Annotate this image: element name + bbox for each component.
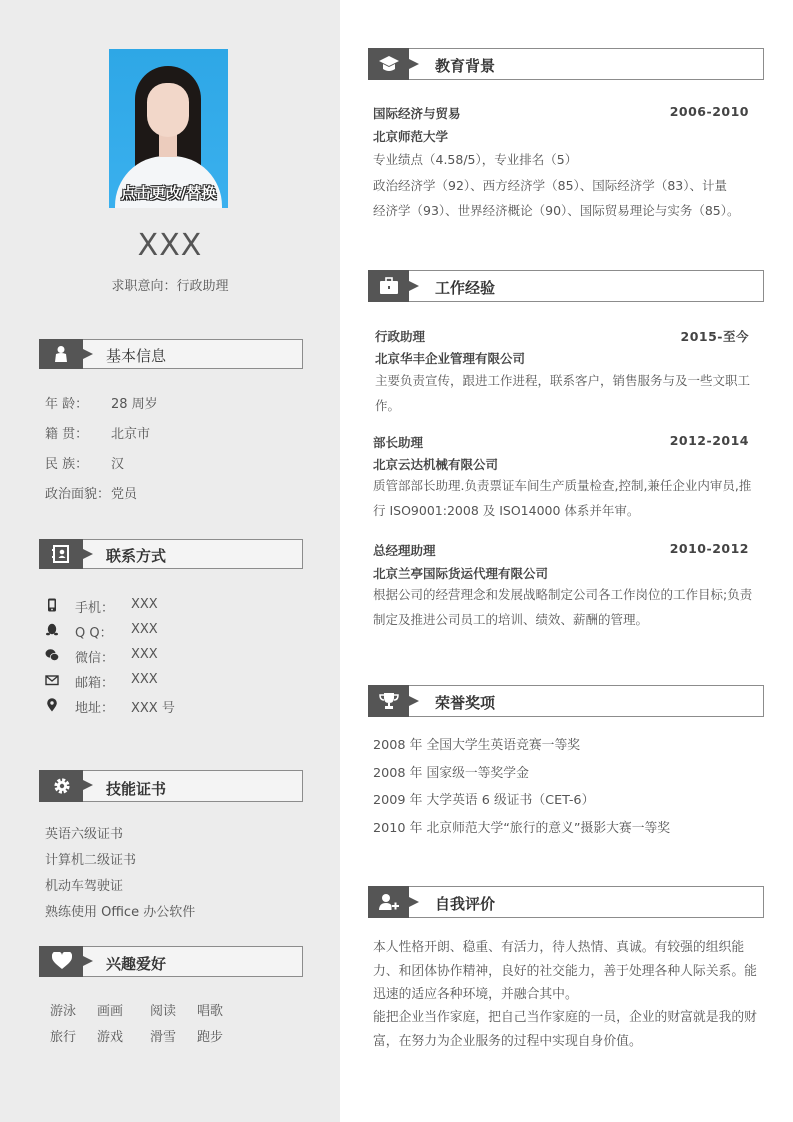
education-detail-line: 专业绩点（4.58/5），专业排名（5） bbox=[373, 152, 578, 167]
section-header-self-eval bbox=[368, 886, 764, 918]
photo-caption[interactable]: 点击更改/替换 bbox=[120, 184, 217, 202]
add-person-icon bbox=[368, 886, 409, 918]
section-title: 技能证书 bbox=[106, 780, 167, 798]
contact-label: 邮箱： bbox=[75, 676, 115, 691]
info-row-politics bbox=[45, 483, 137, 502]
education-major: 国际经济与贸易 bbox=[373, 106, 461, 121]
section-title: 自我评价 bbox=[435, 895, 496, 913]
hobby-item: 滑雪 bbox=[150, 1030, 177, 1045]
certificate-item: 英语六级证书 bbox=[45, 827, 124, 842]
education-date: 2006-2010 bbox=[669, 104, 749, 119]
job-company: 北京云达机械有限公司 bbox=[373, 457, 499, 472]
location-icon bbox=[45, 698, 59, 712]
trophy-icon bbox=[368, 685, 409, 717]
info-value: 28 周岁 bbox=[111, 397, 158, 412]
briefcase-icon bbox=[368, 270, 409, 302]
section-header-work bbox=[368, 270, 764, 302]
hobby-item: 游泳 bbox=[50, 1004, 77, 1019]
info-row-age bbox=[45, 393, 158, 412]
contact-value: XXX bbox=[131, 672, 158, 687]
honor-item: 2010 年 北京师范大学“旅行的意义”摄影大赛一等奖 bbox=[373, 821, 671, 836]
info-value: 党员 bbox=[111, 487, 138, 502]
graduation-cap-icon bbox=[368, 48, 409, 80]
honor-item: 2009 年 大学英语 6 级证书（CET-6） bbox=[373, 793, 595, 808]
education-school: 北京师范大学 bbox=[373, 129, 449, 144]
job-date: 2012-2014 bbox=[669, 433, 749, 448]
contact-value: XXX bbox=[131, 622, 158, 637]
qq-icon bbox=[45, 623, 59, 637]
section-title: 兴趣爱好 bbox=[106, 955, 167, 973]
wechat-icon bbox=[45, 648, 59, 662]
job-title: 部长助理 bbox=[373, 435, 424, 450]
job-title: 总经理助理 bbox=[373, 543, 436, 558]
job-description: 质管部部长助理.负责票证车间生产质量检查,控制,兼任企业内审员,推行 ISO9001:2008 及 ISO14000 体系并年审。 bbox=[373, 478, 752, 518]
self-evaluation-paragraph: 能把企业当作家庭，把自己当作家庭的一员，企业的财富就是我的财富，在努力为企业服务的过程中实现自身价值。 bbox=[373, 1010, 757, 1049]
honor-item: 2008 年 国家级一等奖学金 bbox=[373, 766, 529, 781]
hobby-item: 旅行 bbox=[50, 1030, 77, 1045]
hobby-item: 阅读 bbox=[150, 1004, 177, 1019]
certificate-item: 计算机二级证书 bbox=[45, 853, 137, 868]
job-description: 根据公司的经营理念和发展战略制定公司各工作岗位的工作目标;负责制定及推进公司员工的培训、绩效、薪酬的管理。 bbox=[373, 587, 753, 627]
section-title: 教育背景 bbox=[435, 57, 496, 75]
info-label: 政治面貌： bbox=[45, 487, 111, 502]
candidate-name: XXX bbox=[137, 228, 203, 263]
hobby-item: 唱歌 bbox=[197, 1004, 224, 1019]
section-header-honors bbox=[368, 685, 764, 717]
profile-photo[interactable] bbox=[109, 49, 228, 208]
section-header-contact bbox=[39, 539, 303, 569]
sidebar bbox=[0, 0, 340, 1122]
section-header-education bbox=[368, 48, 764, 80]
section-header-hobbies bbox=[39, 946, 303, 977]
job-description: 主要负责宣传，跟进工作进程，联系客户，销售服务与及一些文职工作。 bbox=[375, 373, 751, 413]
info-label: 民 族： bbox=[45, 457, 89, 472]
hobby-item: 跑步 bbox=[197, 1030, 224, 1045]
info-value: 汉 bbox=[111, 457, 125, 472]
job-company: 北京兰亭国际货运代理有限公司 bbox=[373, 566, 549, 581]
contact-label: 地址： bbox=[75, 701, 115, 716]
contact-book-icon bbox=[39, 539, 83, 569]
section-header-skills bbox=[39, 770, 303, 802]
hobby-item: 游戏 bbox=[97, 1030, 124, 1045]
section-title: 荣誉奖项 bbox=[435, 694, 496, 712]
section-title: 工作经验 bbox=[435, 279, 496, 297]
contact-value: XXX bbox=[131, 647, 158, 662]
education-detail-line: 政治经济学（92）、西方经济学（85）、国际经济学（83）、计量 bbox=[373, 178, 727, 193]
honor-item: 2008 年 全国大学生英语竞赛一等奖 bbox=[373, 738, 581, 753]
job-title: 行政助理 bbox=[375, 329, 426, 344]
job-date: 2010-2012 bbox=[669, 541, 749, 556]
contact-label: 手机： bbox=[75, 601, 115, 616]
section-header-basic bbox=[39, 339, 303, 369]
job-company: 北京华丰企业管理有限公司 bbox=[375, 351, 526, 366]
gear-icon bbox=[39, 770, 83, 802]
education-detail-line: 经济学（93）、世界经济概论（90）、国际贸易理论与实务（85）。 bbox=[373, 203, 740, 218]
info-row-ethnicity bbox=[45, 453, 124, 472]
mail-icon bbox=[45, 673, 59, 687]
phone-icon bbox=[45, 598, 59, 612]
photo-face bbox=[147, 83, 189, 137]
contact-label: 微信： bbox=[75, 651, 115, 666]
contact-value: XXX bbox=[131, 597, 158, 612]
hobby-item: 画画 bbox=[97, 1004, 124, 1019]
certificate-item: 机动车驾驶证 bbox=[45, 879, 124, 894]
contact-label: Q Q： bbox=[75, 626, 113, 641]
contact-value: XXX 号 bbox=[131, 701, 175, 716]
section-title: 联系方式 bbox=[106, 547, 167, 565]
heart-icon bbox=[39, 946, 83, 977]
certificate-item: 熟练使用 Office 办公软件 bbox=[45, 905, 196, 920]
info-label: 籍 贯： bbox=[45, 427, 89, 442]
person-icon bbox=[39, 339, 83, 369]
section-title: 基本信息 bbox=[106, 347, 167, 365]
info-row-origin bbox=[45, 423, 150, 442]
self-evaluation-paragraph: 本人性格开朗、稳重、有活力，待人热情、真诚。有较强的组织能力、和团体协作精神，良好的社交能力，善于处理各种人际关系。能迅速的适应各种环境，并融合其中。 bbox=[373, 940, 757, 1002]
info-value: 北京市 bbox=[111, 427, 151, 442]
job-intent: 求职意向：行政助理 bbox=[111, 279, 229, 294]
info-label: 年 龄： bbox=[45, 397, 89, 412]
job-date: 2015-至今 bbox=[680, 329, 749, 344]
